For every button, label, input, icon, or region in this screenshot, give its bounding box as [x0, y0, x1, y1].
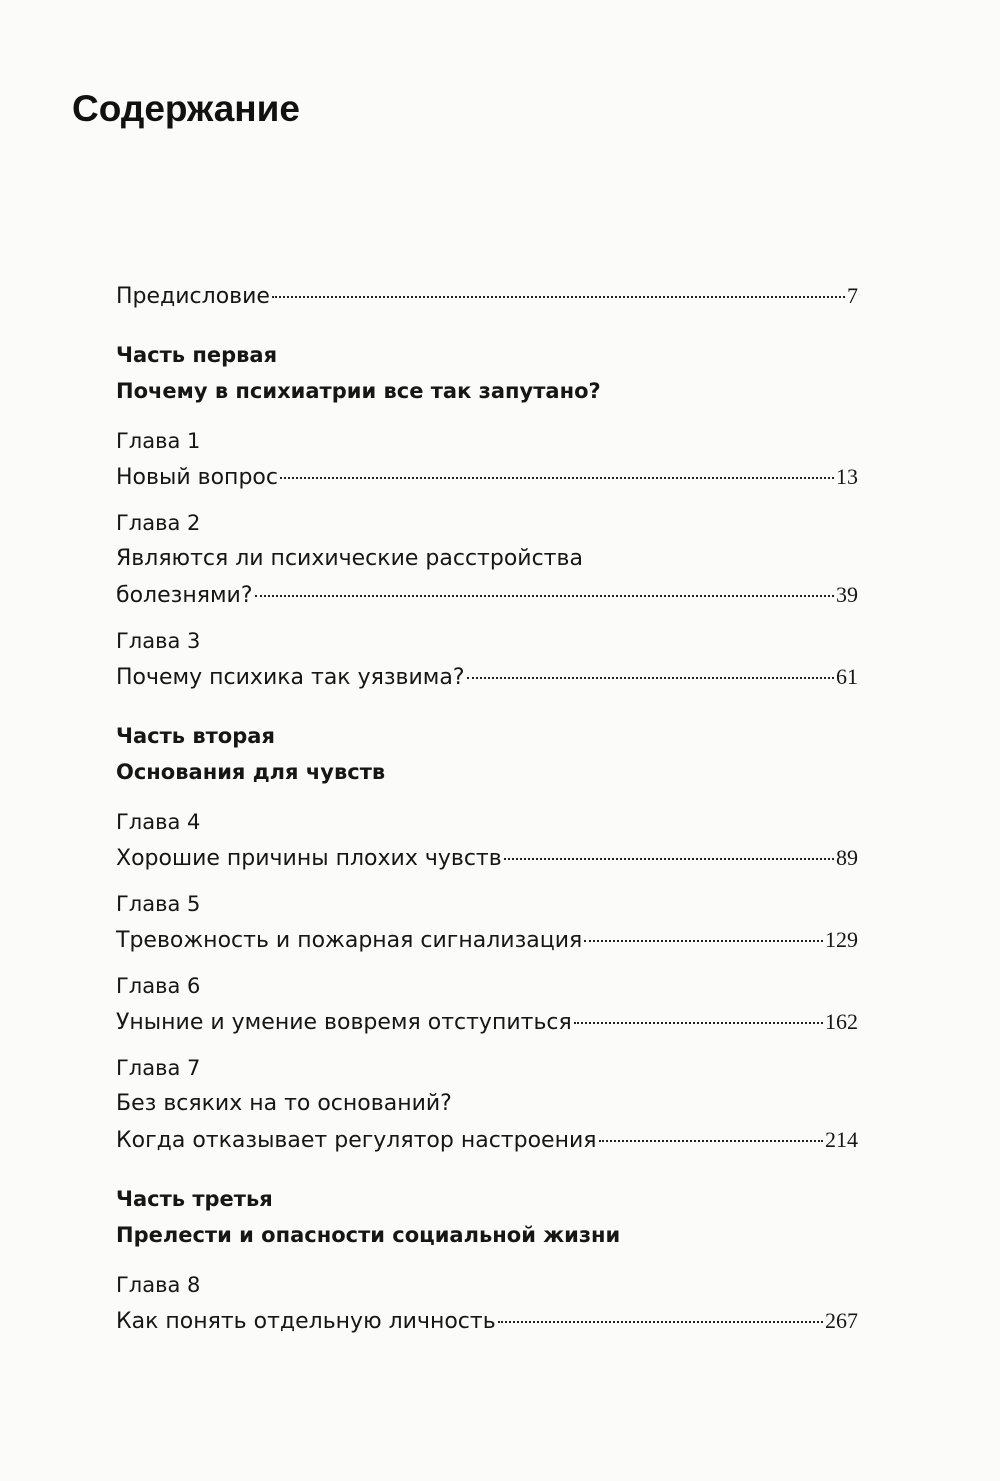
toc-chapter: [116, 505, 858, 614]
chapter-label: Глава 6: [116, 974, 201, 998]
dot-leader: [272, 296, 845, 298]
toc-part: [116, 1181, 858, 1340]
chapter-title-row: [116, 1122, 858, 1159]
chapter-label: Глава 3: [116, 629, 201, 653]
dot-leader: [467, 677, 834, 679]
toc-chapter: [116, 423, 858, 496]
page-number: 61: [836, 664, 858, 689]
page-number: 129: [825, 927, 858, 952]
chapter-title: Новый вопрос: [116, 465, 278, 490]
part-header: [116, 718, 858, 790]
table-of-contents: [116, 278, 858, 1354]
chapter-label: Глава 8: [116, 1273, 201, 1297]
chapter-title-row: [116, 840, 858, 877]
page-number: 39: [836, 582, 858, 607]
dot-leader: [255, 595, 834, 597]
chapter-label: Глава 4: [116, 810, 201, 834]
page-number: 89: [836, 845, 858, 870]
part-title: Почему в психиатрии все так запутано?: [116, 379, 601, 403]
page-title: Содержание: [72, 88, 300, 129]
page-number: 162: [825, 1009, 858, 1034]
toc-parts: [116, 337, 858, 1340]
chapter-title-row: [116, 577, 858, 614]
chapter-title-row: [116, 659, 858, 696]
toc-entry-preface: [116, 278, 858, 315]
part-header: [116, 337, 858, 409]
toc-chapter: [116, 1267, 858, 1340]
toc-part: [116, 718, 858, 1159]
toc-chapter: [116, 1050, 858, 1159]
chapter-title-row: [116, 459, 858, 496]
toc-chapter: [116, 623, 858, 696]
dot-leader: [280, 477, 834, 479]
page-number: 7: [847, 283, 858, 308]
chapter-title: Почему психика так уязвима?: [116, 665, 465, 690]
part-label: Часть вторая: [116, 724, 275, 748]
chapter-title: Без всяких на то оснований?: [116, 1091, 452, 1116]
chapter-title: Тревожность и пожарная сигнализация: [116, 928, 583, 953]
chapter-label: Глава 2: [116, 511, 201, 535]
dot-leader: [574, 1022, 823, 1024]
chapter-title-row: [116, 922, 858, 959]
chapter-title-row: [116, 1004, 858, 1041]
page-number: 13: [836, 464, 858, 489]
toc-chapter: [116, 804, 858, 877]
toc-chapter: [116, 886, 858, 959]
chapter-title: болезнями?: [116, 583, 253, 608]
chapter-title: Являются ли психические расстройства: [116, 546, 583, 571]
chapter-title-row: [116, 1303, 858, 1340]
toc-part: [116, 337, 858, 696]
chapter-title: Как понять отдельную личность: [116, 1309, 496, 1334]
dot-leader: [498, 1321, 823, 1323]
page-number: 214: [825, 1127, 858, 1152]
part-label: Часть третья: [116, 1187, 273, 1211]
dot-leader: [504, 858, 834, 860]
chapter-title: Уныние и умение вовремя отступиться: [116, 1010, 572, 1035]
chapter-label: Глава 1: [116, 429, 201, 453]
part-label: Часть первая: [116, 343, 278, 367]
dot-leader: [599, 1140, 824, 1142]
chapter-label: Глава 5: [116, 892, 201, 916]
chapter-title: Хорошие причины плохих чувств: [116, 846, 502, 871]
page-number: 267: [825, 1308, 858, 1333]
chapter-title: Когда отказывает регулятор настроения: [116, 1128, 597, 1153]
toc-chapter: [116, 968, 858, 1041]
preface-title: Предисловие: [116, 284, 270, 309]
part-header: [116, 1181, 858, 1253]
part-title: Основания для чувств: [116, 760, 386, 784]
chapter-label: Глава 7: [116, 1056, 201, 1080]
dot-leader: [584, 940, 823, 942]
part-title: Прелести и опасности социальной жизни: [116, 1223, 621, 1247]
